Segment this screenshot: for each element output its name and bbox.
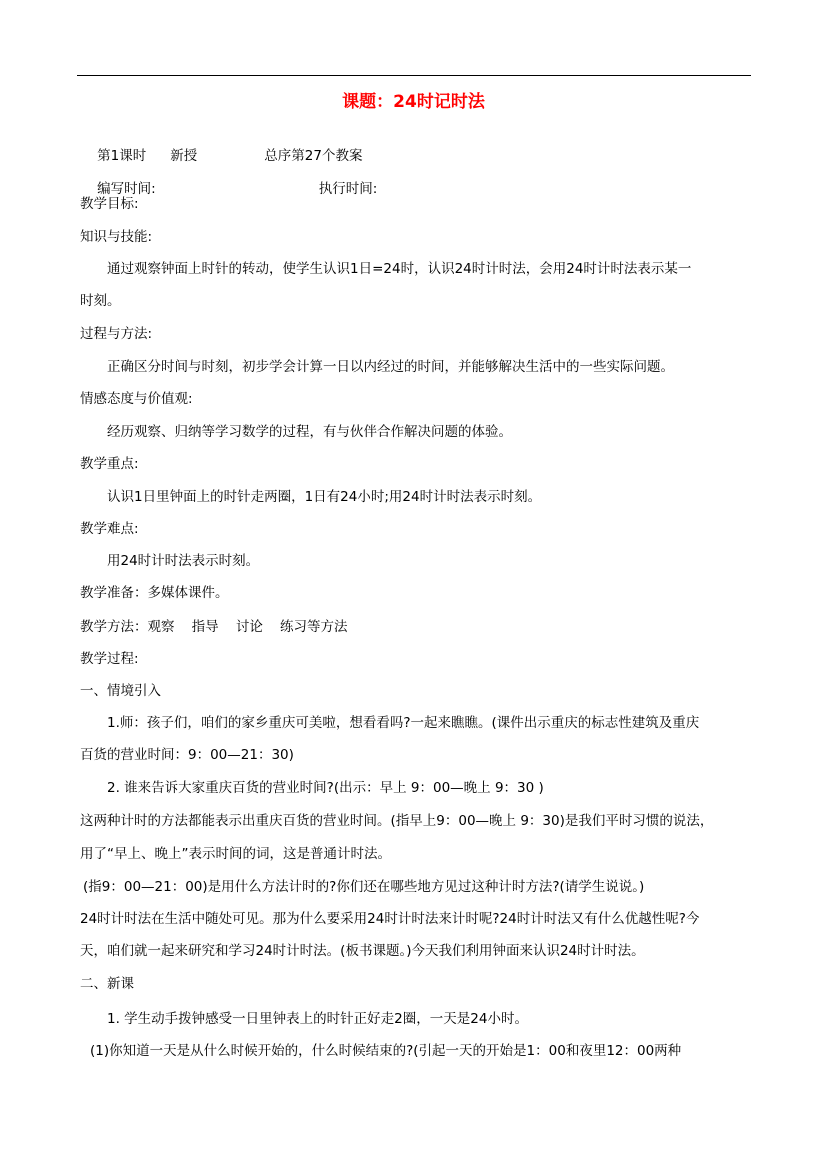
paragraph-line: 经历观察、归纳等学习数学的过程，有与伙伴合作解决问题的体验。 [107, 424, 512, 440]
paragraph-line: 认识1日里钟面上的时针走两圈，1日有24小时;用24时计时法表示时刻。 [107, 489, 542, 505]
paragraph-line: 时刻。 [80, 293, 121, 309]
paragraph-line: 教学方法：观察 指导 讨论 练习等方法 [80, 619, 348, 635]
section-heading: 教学过程: [80, 651, 139, 667]
paragraph-line: 24时计时法在生活中随处可见。那为什么要采用24时计时法来计时呢?24时计时法又有什么优越性呢?今 [80, 911, 700, 927]
paragraph-line: 这两种计时的方法都能表示出重庆百货的营业时间。(指早上9：00—晚上 9：30)是我们平时习惯的说法， [80, 813, 714, 829]
paragraph-line: 天，咱们就一起来研究和学习24时计时法。(板书课题。)今天我们利用钟面来认识24时计时法。 [80, 943, 645, 959]
paragraph-line: 教学准备：多媒体课件。 [80, 585, 229, 601]
section-heading: 教学难点: [80, 521, 139, 537]
write-time-label: 编写时间: [97, 181, 156, 197]
paragraph-line: 百货的营业时间：9：00—21：30) [80, 747, 294, 763]
sub-heading: 情感态度与价值观: [80, 391, 193, 407]
exec-time-label: 执行时间: [318, 181, 378, 197]
paragraph-line: 1. 学生动手拨钟感受一日里钟表上的时针正好走2圈，一天是24小时。 [107, 1011, 528, 1027]
sub-heading: 知识与技能: [80, 229, 153, 245]
lesson-period: 第1课时 [97, 148, 147, 164]
paragraph-line: (指9：00—21：00)是用什么方法计时的?你们还在哪些地方见过这种计时方法?(请学生说说。) [83, 879, 645, 895]
page-title: 课题：24时记时法 [342, 92, 485, 112]
paragraph-line: 1.师：孩子们，咱们的家乡重庆可美啦，想看看吗?一起来瞧瞧。(课件出示重庆的标志性建筑及重庆 [107, 715, 700, 731]
paragraph-line: 用24时计时法表示时刻。 [107, 553, 260, 569]
header-rule [77, 75, 751, 76]
paragraph-line: 通过观察钟面上时针的转动，使学生认识1日=24时，认识24时计时法，会用24时计时法表示某一 [107, 261, 692, 277]
paragraph-line: 用了“早上、晚上”表示时间的词，这是普通计时法。 [80, 846, 391, 862]
section-heading: 二、新课 [80, 976, 134, 992]
paragraph-line: (1)你知道一天是从什么时候开始的，什么时候结束的?(引起一天的开始是1：00和夜里12：00两种 [90, 1043, 682, 1059]
lesson-serial: 总序第27个教案 [264, 148, 363, 164]
paragraph-line: 2. 谁来告诉大家重庆百货的营业时间?(出示：早上 9：00—晚上 9：30 ) [107, 780, 544, 796]
paragraph-line: 正确区分时间与时刻，初步学会计算一日以内经过的时间，并能够解决生活中的一些实际问题。 [107, 359, 674, 375]
section-heading: 教学重点: [80, 456, 139, 472]
section-heading: 教学目标: [80, 196, 139, 212]
sub-heading: 过程与方法: [80, 326, 153, 342]
section-heading: 一、情境引入 [80, 683, 161, 699]
lesson-type: 新授 [170, 148, 198, 164]
